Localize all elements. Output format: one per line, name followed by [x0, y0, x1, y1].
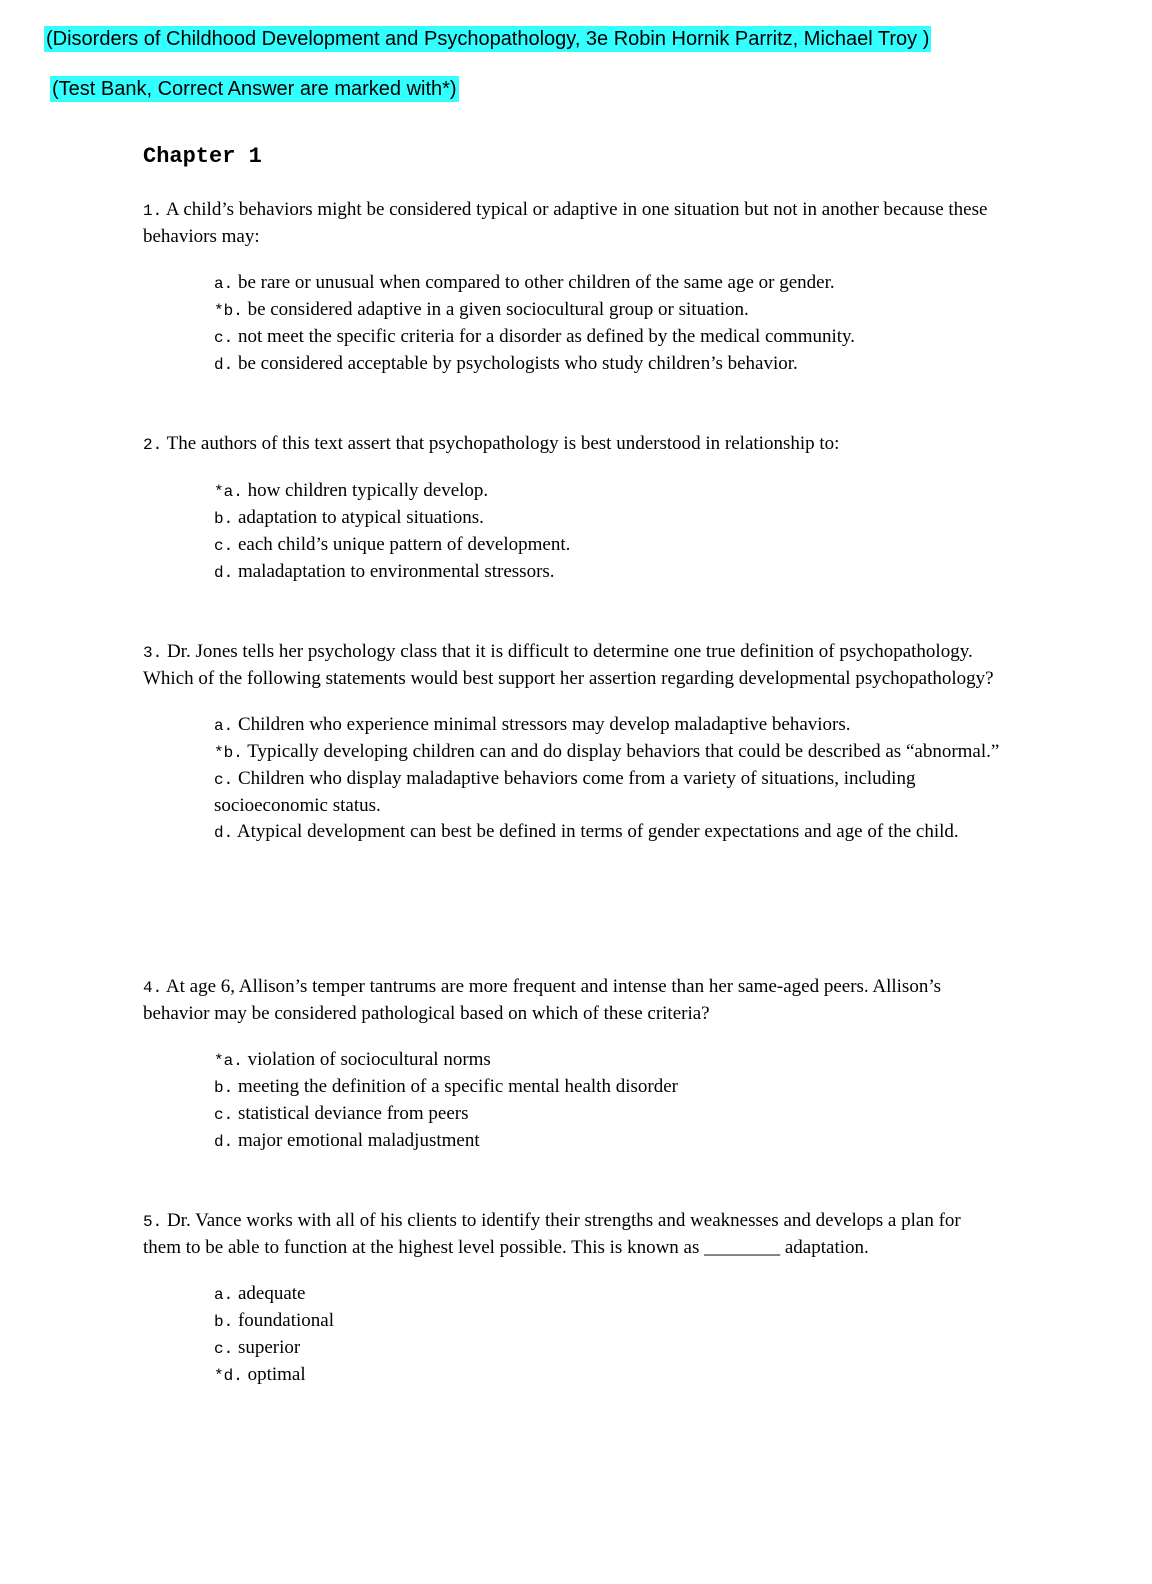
- option-text: violation of sociocultural norms: [247, 1049, 491, 1070]
- option-text: how children typically develop.: [247, 480, 489, 501]
- option-marker: c.: [214, 537, 234, 555]
- option-marker: b.: [214, 1313, 234, 1331]
- option-text: each child’s unique pattern of development.: [237, 534, 571, 555]
- answer-option: [214, 712, 1004, 739]
- question-text: Dr. Vance works with all of his clients to identify their strengths and weaknesses and develops a plan for them to be able to function at the highest level possible. This is known as ________ adaptation.: [143, 1210, 961, 1258]
- option-text: optimal: [247, 1364, 306, 1385]
- option-marker: *b.: [214, 302, 243, 320]
- answer-options: [214, 1047, 1004, 1155]
- option-marker: b.: [214, 510, 234, 528]
- question-number: 4.: [143, 979, 163, 997]
- option-text: foundational: [237, 1310, 334, 1331]
- option-text: Atypical development can best be defined in terms of gender expectations and age of the child.: [236, 821, 959, 842]
- question-stem: [143, 431, 1003, 458]
- option-marker: *a.: [214, 483, 243, 501]
- question-number: 2.: [143, 436, 163, 454]
- option-text: maladaptation to environmental stressors.: [237, 561, 555, 582]
- answer-option: [214, 351, 1004, 378]
- question-number: 1.: [143, 202, 163, 220]
- question-3: [143, 639, 1003, 846]
- answer-option: [214, 270, 1004, 297]
- option-text: be considered acceptable by psychologists who study children’s behavior.: [237, 353, 798, 374]
- chapter-title: Chapter 1: [143, 144, 262, 169]
- answer-options: [214, 712, 1004, 846]
- answer-option: [214, 324, 1004, 351]
- header-note-highlight: (Test Bank, Correct Answer are marked with*): [52, 78, 457, 100]
- answer-option: [214, 1281, 1004, 1308]
- option-text: Children who display maladaptive behaviors come from a variety of situations, including socioeconomic status.: [214, 768, 916, 816]
- option-text: be considered adaptive in a given sociocultural group or situation.: [247, 299, 749, 320]
- option-text: superior: [237, 1337, 301, 1358]
- option-marker: *a.: [214, 1052, 243, 1070]
- option-marker: a.: [214, 717, 234, 735]
- question-1: [143, 197, 1003, 378]
- answer-option: [214, 766, 1004, 819]
- answer-option-correct: [214, 297, 1004, 324]
- question-text: A child’s behaviors might be considered typical or adaptive in one situation but not in another because these behaviors may:: [143, 199, 988, 247]
- header-title-highlight: (Disorders of Childhood Development and Psychopathology, 3e Robin Hornik Parritz, Michael Troy ): [46, 28, 930, 50]
- option-marker: d.: [214, 1133, 234, 1151]
- option-text: statistical deviance from peers: [237, 1103, 469, 1124]
- answer-option: [214, 505, 1004, 532]
- answer-option: [214, 1335, 1004, 1362]
- option-text: Typically developing children can and do display behaviors that could be described as “abnormal.”: [247, 741, 1000, 762]
- answer-option: [214, 532, 1004, 559]
- option-marker: b.: [214, 1079, 234, 1097]
- question-stem: [143, 639, 1003, 692]
- question-text: The authors of this text assert that psychopathology is best understood in relationship to:: [166, 433, 840, 454]
- option-marker: c.: [214, 771, 234, 789]
- option-marker: d.: [214, 564, 234, 582]
- answer-options: [214, 478, 1004, 586]
- question-4: [143, 974, 1003, 1155]
- option-text: major emotional maladjustment: [237, 1130, 480, 1151]
- option-text: not meet the specific criteria for a disorder as defined by the medical community.: [237, 326, 856, 347]
- option-marker: *b.: [214, 744, 243, 762]
- option-marker: *d.: [214, 1367, 243, 1385]
- answer-option: [214, 1074, 1004, 1101]
- question-2: [143, 431, 1003, 586]
- question-stem: [143, 974, 1003, 1027]
- question-stem: [143, 197, 1003, 250]
- answer-option: [214, 1308, 1004, 1335]
- question-number: 3.: [143, 644, 163, 662]
- option-text: adequate: [237, 1283, 306, 1304]
- option-text: adaptation to atypical situations.: [237, 507, 484, 528]
- option-marker: a.: [214, 275, 234, 293]
- option-marker: a.: [214, 1286, 234, 1304]
- question-text: At age 6, Allison’s temper tantrums are more frequent and intense than her same-aged peers. Allison’s behavior may be considered pathological based on which of these criteria?: [143, 976, 941, 1024]
- question-number: 5.: [143, 1213, 163, 1231]
- option-marker: c.: [214, 1106, 234, 1124]
- option-text: Children who experience minimal stressors may develop maladaptive behaviors.: [237, 714, 851, 735]
- answer-option: [214, 559, 1004, 586]
- question-stem: [143, 1208, 1003, 1261]
- option-marker: d.: [214, 356, 234, 374]
- question-5: [143, 1208, 1003, 1389]
- answer-option-correct: [214, 739, 1004, 766]
- answer-option: [214, 1128, 1004, 1155]
- answer-option-correct: [214, 1362, 1004, 1389]
- option-marker: d.: [214, 824, 234, 842]
- answer-options: [214, 270, 1004, 378]
- answer-options: [214, 1281, 1004, 1389]
- option-marker: c.: [214, 329, 234, 347]
- option-text: meeting the definition of a specific mental health disorder: [237, 1076, 678, 1097]
- answer-option-correct: [214, 478, 1004, 505]
- answer-option-correct: [214, 1047, 1004, 1074]
- option-text: be rare or unusual when compared to other children of the same age or gender.: [237, 272, 835, 293]
- answer-option: [214, 819, 1004, 846]
- question-text: Dr. Jones tells her psychology class that it is difficult to determine one true definition of psychopathology. Which of the following statements would best support her assertion regarding developmental psychopathology?: [143, 641, 994, 689]
- answer-option: [214, 1101, 1004, 1128]
- option-marker: c.: [214, 1340, 234, 1358]
